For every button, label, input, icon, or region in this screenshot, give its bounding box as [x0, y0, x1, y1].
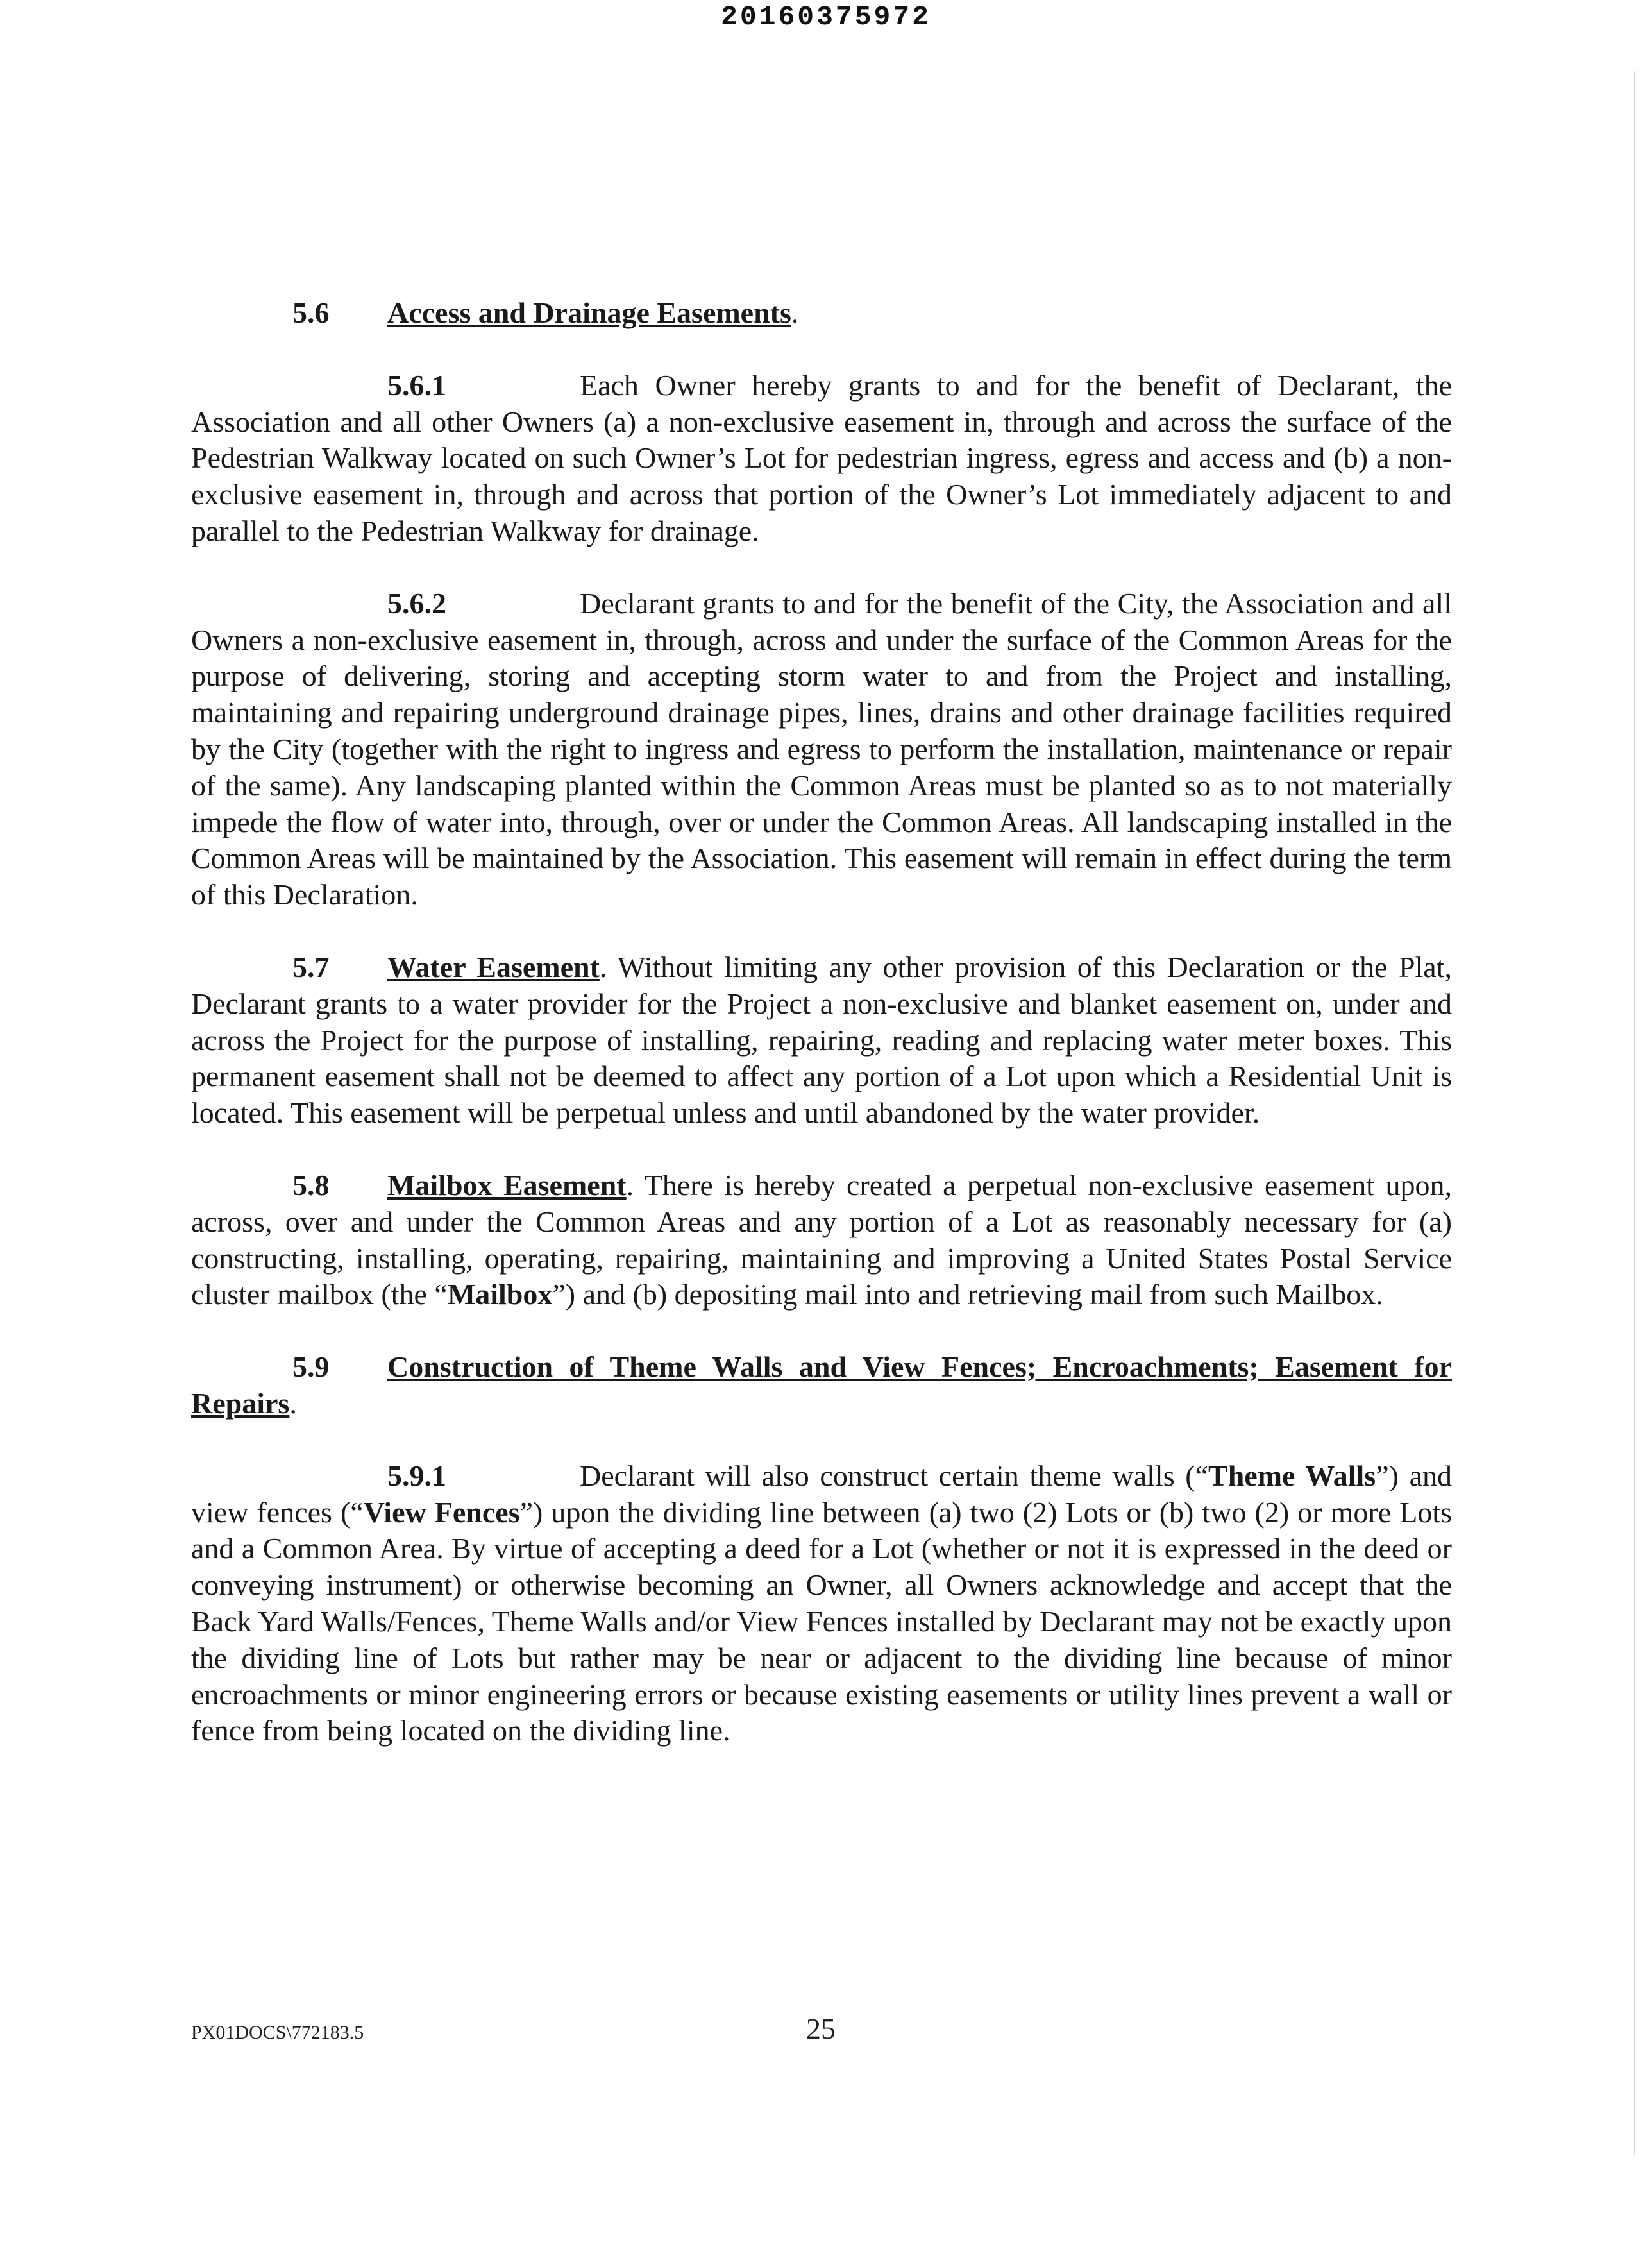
- section-title: Construction of Theme Walls and View Fences; Encroachments; Easement for Repairs: [191, 1350, 1452, 1420]
- section-text: Declarant grants to and for the benefit of the City, the Association and all Owners a non-exclusive easement in, through, across and under the surface of the Common Areas for the purpose of delivering, storing and accepting storm water to and from the Project and installing, maintaining and repairing underground drainage pipes, lines, drains and other drainage facilities required by the City (together with the right to ingress and egress to perform the installation, maintenance or repair of the same). Any landscaping planted within the Common Areas must be planted so as to not materially impede the flow of water into, through, over or under the Common Areas. All landscaping installed in the Common Areas will be maintained by the Association. This easement will remain in effect during the term of this Declaration.: [191, 586, 1452, 912]
- section-number: 5.7: [292, 950, 330, 983]
- section-number: 5.9.1: [387, 1459, 446, 1492]
- section-number: 5.6.1: [387, 368, 446, 402]
- footer-document-reference: PX01DOCS\772183.5: [191, 2022, 364, 2043]
- defined-term: Theme Walls: [1208, 1459, 1376, 1492]
- section-title-tail: .: [791, 296, 799, 329]
- scan-margin-line: [1634, 71, 1635, 2155]
- section-number: 5.9: [292, 1350, 330, 1384]
- section-text: ”) and (b) depositing mail into and retrieving mail from such Mailbox.: [552, 1278, 1383, 1311]
- section-text: . Without limiting any other provision of this Declaration or the Plat, Declarant grants to a water provider for the Project a non-exclusive and blanket easement on, under and across the Project for the purpose of installing, repairing, reading and replacing water meter boxes. This permanent easement shall not be deemed to affect any portion of a Lot upon which a Residential Unit is located. This easement will be perpetual unless and until abandoned by the water provider.: [191, 950, 1453, 1130]
- document-body: [191, 295, 1452, 1785]
- section-5-7: [191, 949, 1452, 1132]
- section-title: Access and Drainage Easements: [387, 296, 791, 329]
- section-5-6-heading: [191, 295, 1452, 332]
- section-5-8: [191, 1167, 1452, 1313]
- section-number: 5.6.2: [387, 586, 446, 620]
- section-5-9-heading: [191, 1349, 1452, 1422]
- section-number: 5.6: [292, 296, 330, 329]
- section-5-6-1: [191, 368, 1452, 550]
- section-title-tail: .: [289, 1386, 297, 1420]
- section-text: ”) upon the dividing line between (a) two (2) Lots or (b) two (2) or more Lots and a Common Area. By virtue of accepting a deed for a Lot (whether or not it is expressed in the deed or conveying instrument) or otherwise becoming an Owner, all Owners acknowledge and accept that the Back Yard Walls/Fences, Theme Walls and/or View Fences installed by Declarant may not be exactly upon the dividing line of Lots but rather may be near or adjacent to the dividing line because of minor encroachments or minor engineering errors or because existing easements or utility lines prevent a wall or fence from being located on the dividing line.: [191, 1495, 1453, 1747]
- section-text: Declarant will also construct certain theme walls (“: [580, 1459, 1209, 1492]
- section-title: Mailbox Easement: [387, 1168, 627, 1201]
- defined-term: Mailbox: [447, 1278, 553, 1311]
- section-number: 5.8: [292, 1168, 330, 1201]
- section-text: ”) and view fences (“: [191, 1459, 1452, 1529]
- section-text: Each Owner hereby grants to and for the benefit of Declarant, the Association and all other Owners (a) a non-exclusive easement in, through and across the surface of the Pedestrian Walkway located on such Owner’s Lot for pedestrian ingress, egress and access and (b) a non-exclusive easement in, through and across that portion of the Owner’s Lot immediately adjacent to and parallel to the Pedestrian Walkway for drainage.: [191, 368, 1452, 547]
- section-title: Water Easement: [387, 950, 600, 983]
- document-number: 20160375972: [721, 1, 931, 33]
- section-text: . There is hereby created a perpetual non-exclusive easement upon, across, over and under the Common Areas and any portion of a Lot as reasonably necessary for (a) constructing, installing, operating, repairing, maintaining and improving a United States Postal Service cluster mailbox (the “: [191, 1168, 1452, 1311]
- page-number: 25: [806, 2012, 836, 2045]
- section-5-6-2: [191, 586, 1452, 913]
- defined-term: View Fences: [363, 1495, 520, 1529]
- section-5-9-1: [191, 1458, 1452, 1749]
